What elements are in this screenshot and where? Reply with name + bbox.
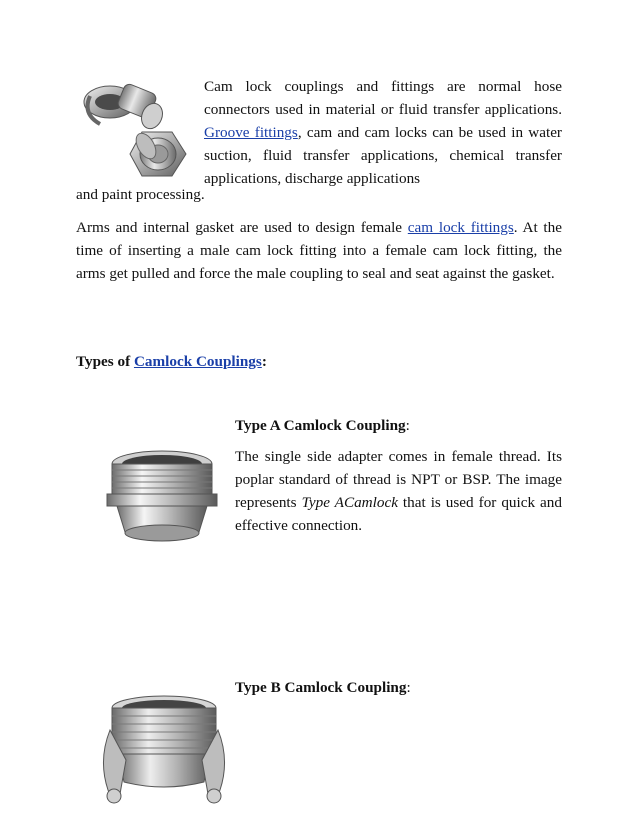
type-a-title	[235, 414, 410, 437]
types-heading	[76, 350, 267, 373]
cam-lock-coupling-image	[80, 74, 192, 184]
camlock-couplings-link[interactable]: Camlock Couplings	[133, 353, 262, 370]
type-b-title-text: Type B Camlock Coupling	[235, 679, 407, 696]
intro-text: Cam lock couplings and fittings are normal hose connectors used in material or fluid transfer applications.	[204, 78, 562, 118]
type-b-colon: :	[406, 679, 411, 696]
intro-paragraph-1-tail	[76, 183, 562, 206]
groove-fittings-link[interactable]: Groove fittings	[204, 124, 298, 141]
type-a-colon: :	[405, 417, 410, 434]
type-b-camlock-image	[96, 690, 232, 808]
type-a-camlock-image	[103, 444, 221, 544]
intro-tail-text: and paint processing.	[76, 186, 205, 203]
type-a-desc-text: The single side adapter comes in female thread. Its poplar standard of thread is NPT or BSP. The image represents	[235, 448, 562, 511]
type-a-title-text: Type A Camlock Coupling	[235, 417, 406, 434]
intro-paragraph-1	[204, 75, 562, 190]
type-a-desc-text-cont: that is used for quick and effective connection.	[235, 494, 562, 534]
p2-text: Arms and internal gasket are used to design female	[76, 219, 408, 236]
intro-text-cont: , cam and cam locks can be used in water suction, fluid transfer applications, chemical transfer applications, discharge applications	[204, 124, 562, 187]
cam-lock-fittings-link[interactable]: cam lock fittings	[407, 219, 514, 236]
type-a-description	[235, 445, 562, 537]
type-a-emphasis: Type ACamlock	[301, 494, 398, 511]
type-b-title	[235, 676, 411, 699]
p2-text-cont: . At the time of inserting a male cam lock fitting into a female cam lock fitting, the arms get pulled and force the male coupling to seal and seat against the gasket.	[76, 219, 562, 282]
intro-paragraph-2	[76, 216, 562, 285]
types-heading-colon: :	[261, 353, 267, 370]
types-heading-text: Types of	[76, 353, 134, 370]
